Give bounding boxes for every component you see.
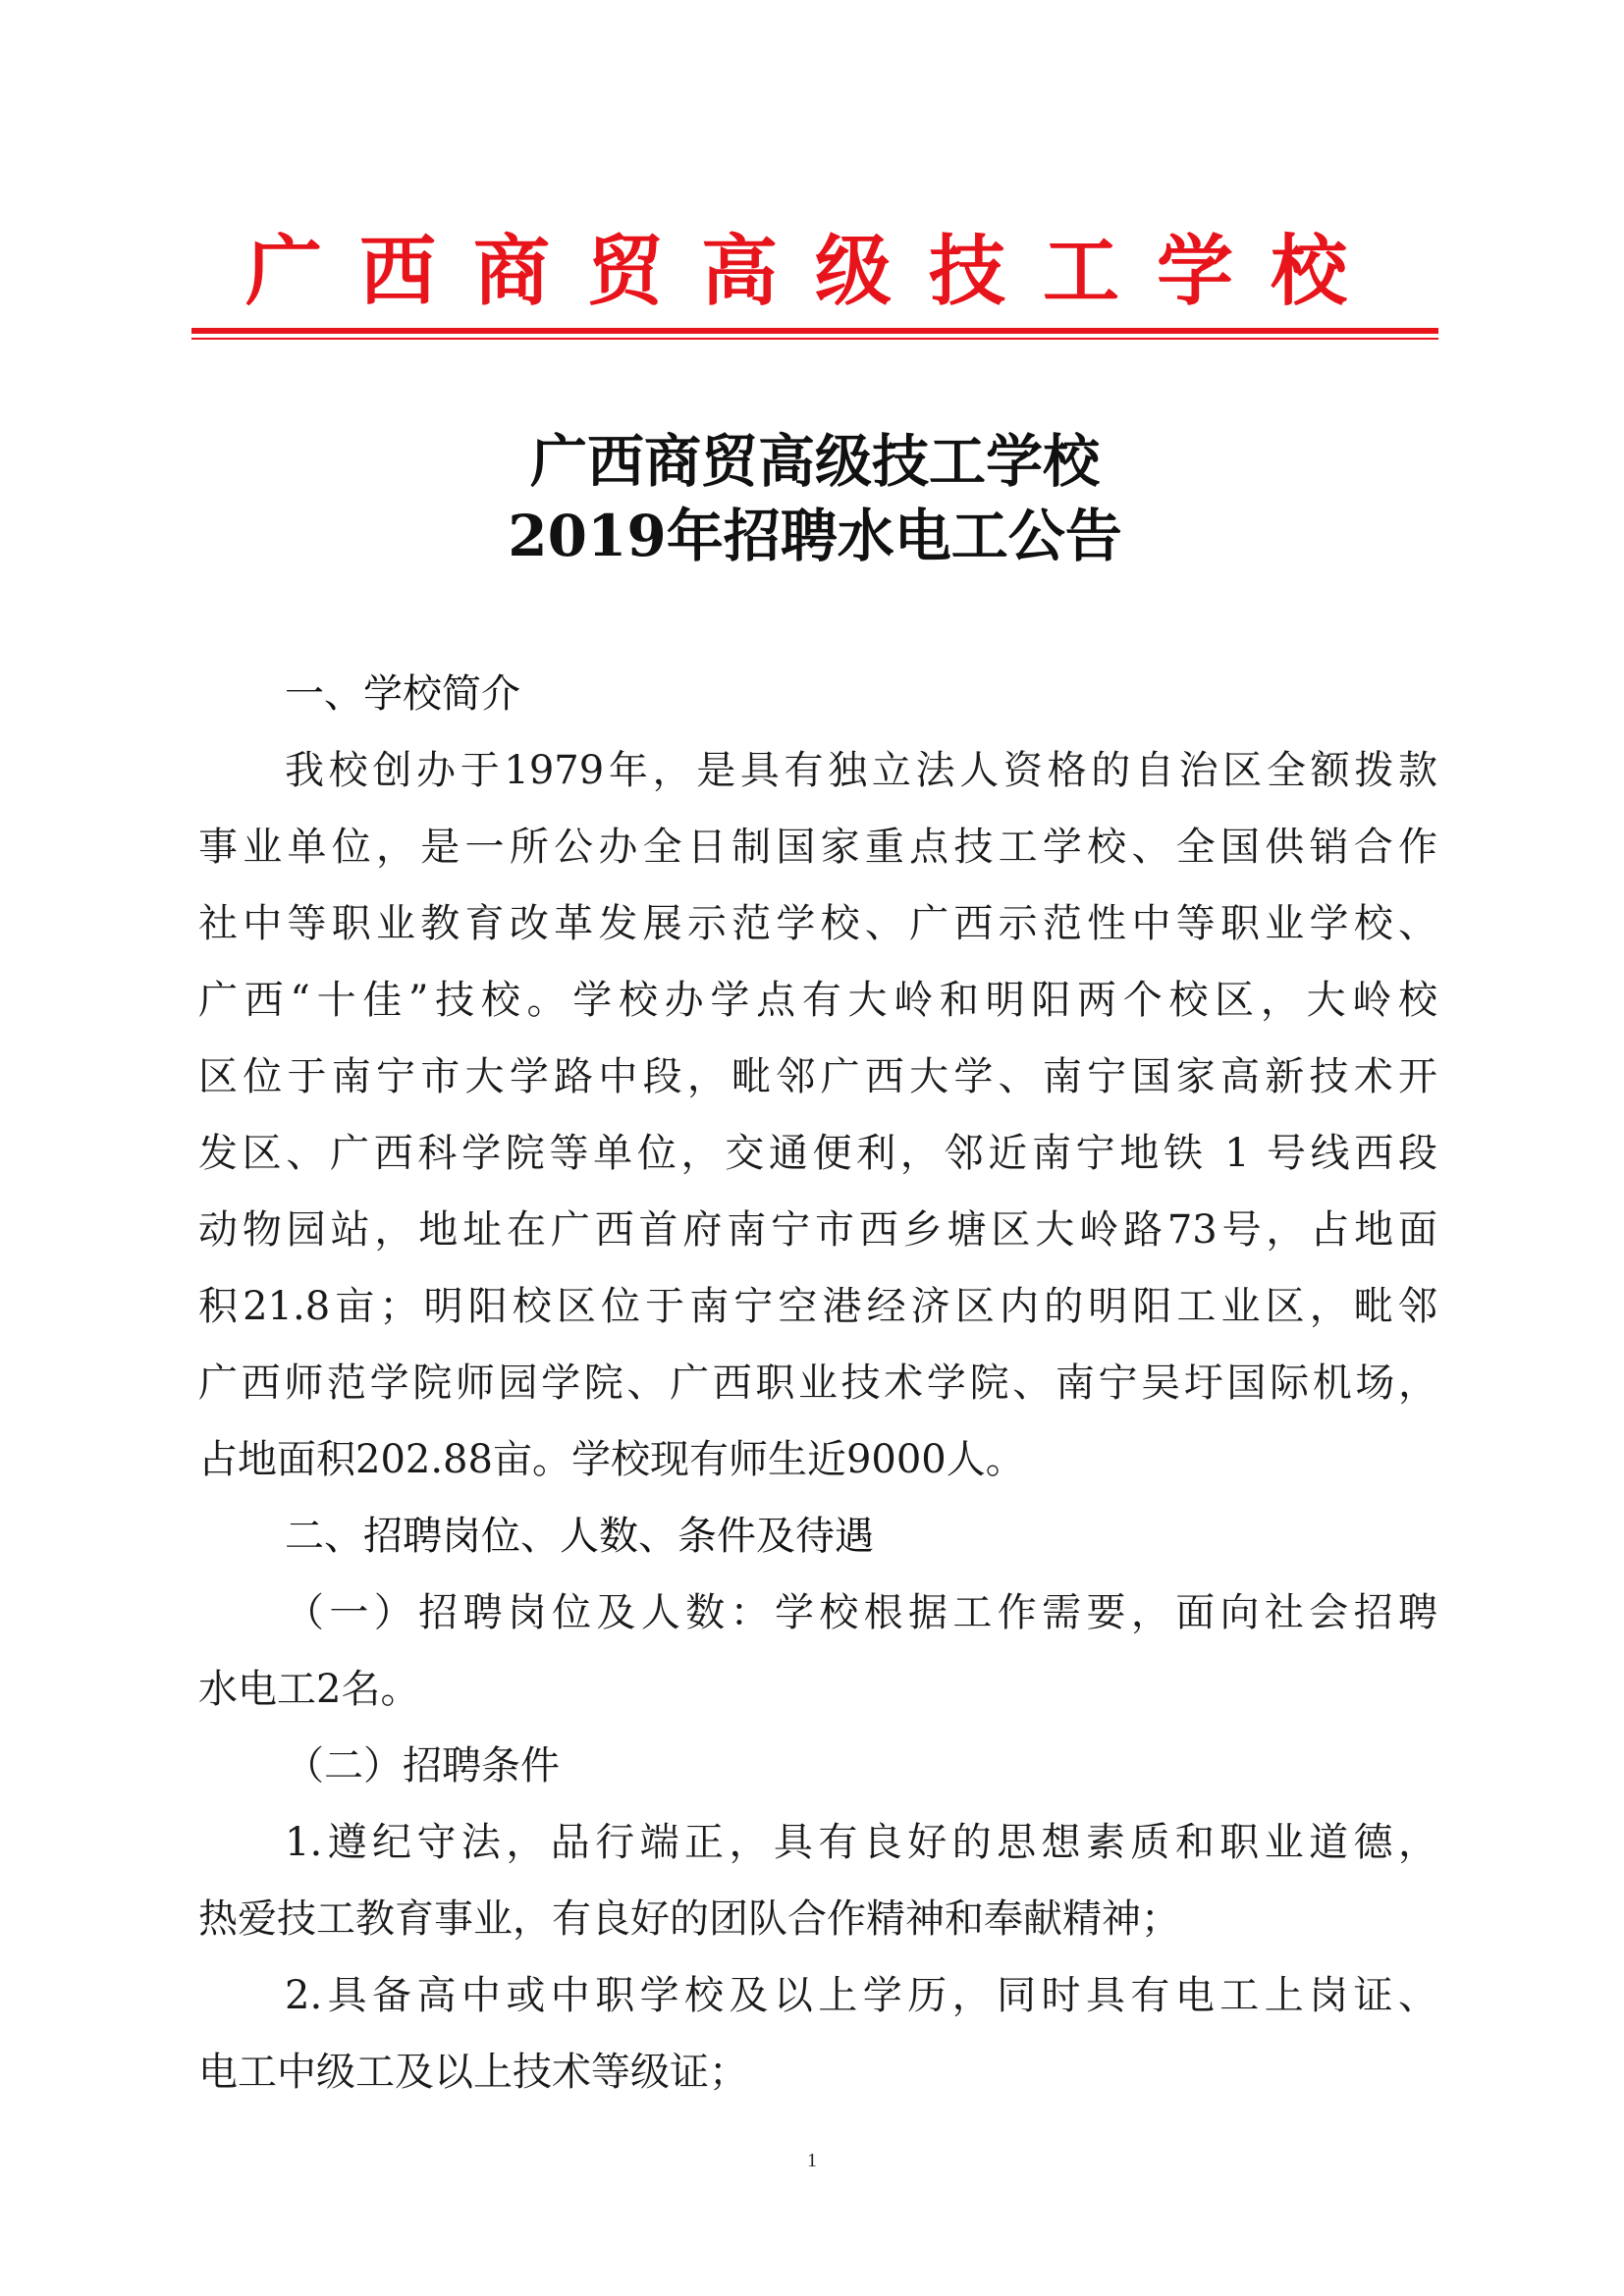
page-number: 1: [807, 2150, 817, 2171]
section-heading-positions: 二、招聘岗位、人数、条件及待遇: [285, 1514, 874, 1559]
paragraph-line: 电工中级工及以上技术等级证；: [198, 2050, 748, 2095]
paragraph-line: 广西师范学院师园学院、广西职业技术学院、南宁吴圩国际机场，: [198, 1361, 1437, 1406]
paragraph-line: 积21.8亩；明阳校区位于南宁空港经济区内的明阳工业区，毗邻: [198, 1284, 1437, 1329]
paragraph-line: 我校创办于1979年，是具有独立法人资格的自治区全额拨款: [285, 748, 1437, 793]
letterhead-rule-thick: [191, 328, 1438, 334]
subsection-heading-conditions: （二）招聘条件: [285, 1743, 560, 1789]
paragraph-line: 发区、广西科学院等单位，交通便利，邻近南宁地铁 1 号线西段: [198, 1131, 1437, 1176]
paragraph-line: 社中等职业教育改革发展示范学校、广西示范性中等职业学校、: [198, 901, 1437, 946]
paragraph-line: 广西“十佳”技校。学校办学点有大岭和明阳两个校区，大岭校: [198, 978, 1437, 1023]
paragraph-line: 2.具备高中或中职学校及以上学历，同时具有电工上岗证、: [285, 1973, 1437, 2018]
paragraph-line: （一）招聘岗位及人数：学校根据工作需要，面向社会招聘: [285, 1590, 1437, 1635]
paragraph-line: 事业单位，是一所公办全日制国家重点技工学校、全国供销合作: [198, 825, 1437, 870]
letterhead-rule-thin: [191, 338, 1438, 340]
document-body: [198, 656, 1437, 2110]
title-line-2: 2019年招聘水电工公告: [508, 503, 1122, 569]
paragraph-line: 1.遵纪守法，品行端正，具有良好的思想素质和职业道德，: [285, 1820, 1437, 1865]
paragraph-line: 区位于南宁市大学路中段，毗邻广西大学、南宁国家高新技术开: [198, 1054, 1437, 1099]
paragraph-line: 动物园站，地址在广西首府南宁市西乡塘区大岭路73号，占地面: [198, 1207, 1437, 1253]
document-title: [191, 424, 1438, 573]
paragraph-line: 热爱技工教育事业，有良好的团队合作精神和奉献精神；: [198, 1896, 1180, 1942]
letterhead-school-name: 广西商贸高级技工学校: [244, 228, 1384, 316]
paragraph-line: 水电工2名。: [198, 1667, 420, 1712]
paragraph-line: 占地面积202.88亩。学校现有师生近9000人。: [198, 1437, 1025, 1482]
title-line-1: 广西商贸高级技工学校: [529, 428, 1100, 495]
section-heading-school-intro: 一、学校简介: [285, 671, 520, 717]
